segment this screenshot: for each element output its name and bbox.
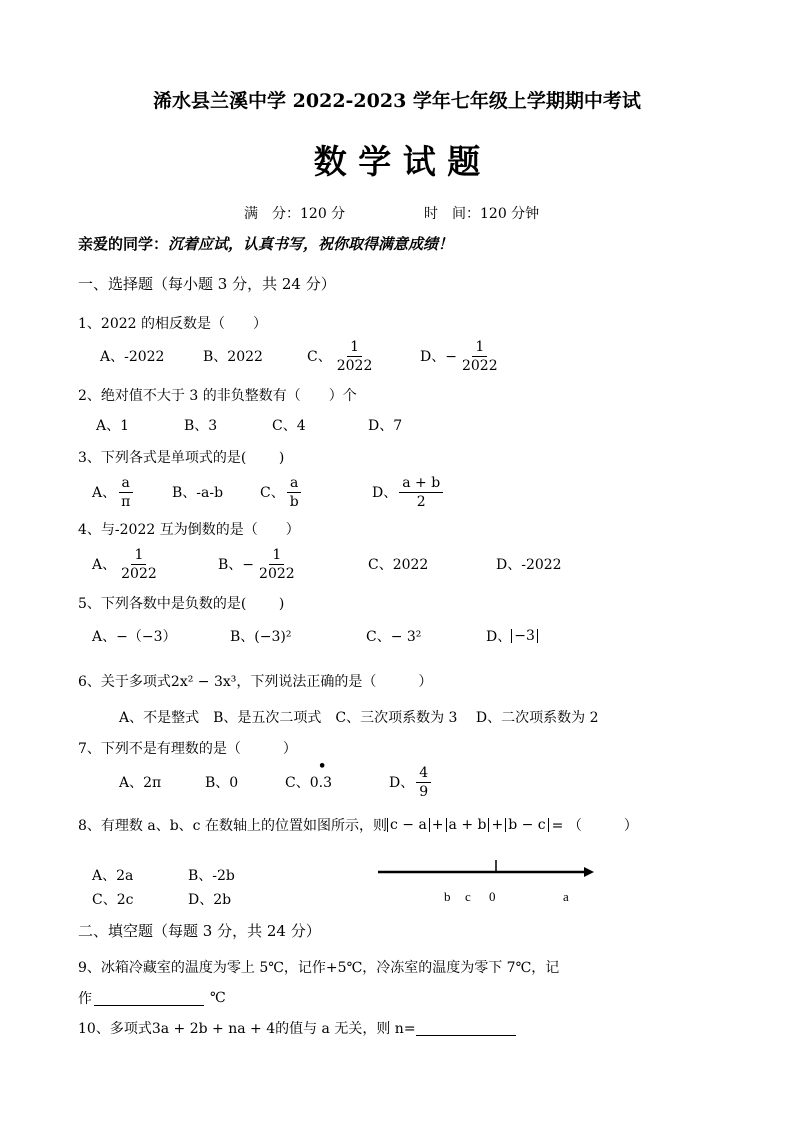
q5-option-c: C、− 3² — [366, 629, 422, 645]
page-title: 数 学 试 题 — [313, 142, 481, 181]
q8-stem-pre: 8、有理数 a、b、c 在数轴上的位置如图所示，则 — [78, 818, 387, 834]
q4-option-b-label: B、− — [218, 557, 255, 573]
greeting — [78, 233, 453, 254]
q3-option-c-fraction — [287, 476, 302, 509]
q1-option-d-label: D、− — [420, 349, 457, 365]
q1-option-b: B、2022 — [203, 349, 263, 365]
fraction-numerator: 1 — [131, 548, 146, 565]
q7-option-a: A、2π — [119, 775, 162, 791]
q7-stem: 7、下列不是有理数的是（ ） — [78, 741, 297, 757]
q1-stem: 1、2022 的相反数是（ ） — [78, 316, 267, 332]
q4-option-b — [218, 548, 368, 581]
q9-post: ℃ — [210, 990, 226, 1006]
fraction-numerator: a — [287, 476, 301, 493]
fraction-denominator: 2022 — [461, 357, 498, 374]
fraction-denominator: 2022 — [121, 565, 157, 582]
section-fill-title: 二、填空题（每题 3 分，共 24 分） — [78, 922, 321, 940]
q3-stem: 3、下列各式是单项式的是( ) — [78, 450, 285, 466]
q3-option-c-label: C、 — [260, 485, 285, 501]
q2-options — [96, 415, 402, 435]
q5-options — [92, 626, 538, 646]
q10-answer-blank[interactable] — [416, 1020, 516, 1036]
q4-stem: 4、与-2022 互为倒数的是（ ） — [78, 522, 300, 538]
q6-options: A、不是整式 B、是五次二项式 C、三次项系数为 3 D、二次项系数为 2 — [119, 710, 599, 726]
q3-option-a-label: A、 — [92, 485, 117, 501]
number-line — [370, 855, 600, 905]
q4-option-b-fraction — [256, 548, 298, 581]
q3-options — [92, 472, 445, 512]
q4-option-d: D、-2022 — [496, 557, 562, 573]
q5-stem: 5、下列各数中是负数的是( ) — [78, 596, 285, 612]
repeating-dot: • — [318, 759, 327, 774]
q1-option-d-fraction — [459, 340, 501, 373]
q3-option-a-fraction — [118, 476, 133, 509]
q3-option-b: B、-a-b — [172, 485, 224, 501]
q7-option-c-text: C、0.3 — [285, 775, 332, 791]
q7-option-d — [389, 766, 433, 799]
q1-option-a: A、-2022 — [100, 349, 165, 365]
number-line-arrow — [584, 867, 594, 877]
origin-label: 0 — [489, 889, 496, 904]
q2-option-d: D、7 — [368, 418, 403, 434]
q7-option-d-fraction — [416, 766, 431, 799]
q3-option-d-fraction — [399, 476, 443, 509]
fraction-denominator: 2022 — [259, 565, 295, 582]
point-c-label: c — [465, 889, 471, 904]
q7-option-c — [285, 759, 389, 792]
q9-pre: 作 — [78, 991, 92, 1007]
score-info: 满 分：120 分 — [244, 206, 346, 222]
q7-option-b: B、0 — [205, 775, 239, 791]
q2-stem: 2、绝对值不大于 3 的非负整数有（ ）个 — [78, 388, 357, 404]
abs-c-minus-a: c − a — [387, 818, 430, 833]
q8-stem — [78, 815, 638, 835]
fraction-denominator: 2022 — [336, 357, 373, 374]
q3-option-a — [92, 476, 172, 509]
section-choice-title: 一、选择题（每小题 3 分，共 24 分） — [78, 275, 336, 293]
point-a-label: a — [563, 889, 569, 904]
school-title: 浠水县兰溪中学 2022-2023 学年七年级上学期期中考试 — [153, 90, 641, 112]
q1-option-c-fraction — [334, 340, 376, 373]
q8-option-c: C、2c — [92, 892, 134, 908]
q8-option-a: A、2a — [92, 868, 134, 884]
time-info: 时 间：120 分钟 — [424, 206, 540, 222]
greeting-label: 亲爱的同学： — [78, 235, 169, 253]
q7-option-d-label: D、 — [389, 775, 415, 791]
abs-b-minus-c: b − c — [505, 818, 548, 833]
q7-options — [119, 759, 433, 802]
q9-answer-blank[interactable] — [94, 990, 204, 1006]
q8-option-b: B、-2b — [188, 868, 235, 884]
fraction-numerator: a + b — [399, 476, 443, 493]
q4-option-a-fraction — [118, 548, 160, 581]
q1-option-c — [307, 340, 420, 373]
fraction-numerator: 4 — [416, 766, 431, 783]
q5-option-b: B、(−3)² — [230, 629, 292, 645]
q4-option-a — [92, 548, 218, 581]
plus-sign: + — [431, 817, 444, 833]
abs-a-plus-b: a + b — [446, 818, 490, 833]
q3-option-d — [372, 476, 445, 509]
fraction-denominator: 9 — [419, 783, 429, 800]
q8-stem-post: = （ ） — [551, 818, 638, 834]
q5-option-a: A、−（−3） — [92, 629, 177, 645]
q10-line — [78, 1018, 516, 1038]
q4-option-a-label: A、 — [92, 557, 117, 573]
q9-line1: 9、冰箱冷藏室的温度为零上 5℃，记作+5℃，冷冻室的温度为零下 7℃，记 — [78, 960, 560, 976]
q8-option-d: D、2b — [188, 892, 232, 908]
q3-option-d-label: D、 — [372, 485, 398, 501]
fraction-denominator: b — [289, 493, 299, 510]
q2-option-c: C、4 — [272, 418, 306, 434]
fraction-numerator: 1 — [472, 340, 487, 357]
fraction-numerator: a — [119, 476, 133, 493]
fraction-denominator: π — [121, 493, 131, 510]
absolute-value: −3 — [511, 629, 538, 644]
q10-pre: 10、多项式3a + 2b + na + 4的值与 a 无关，则 n= — [78, 1021, 416, 1037]
q5-option-d — [486, 626, 538, 646]
fraction-numerator: 1 — [269, 548, 284, 565]
q9-line2 — [78, 988, 226, 1008]
q1-option-d — [420, 340, 503, 373]
fraction-denominator: 2 — [416, 493, 426, 510]
q2-option-a: A、1 — [96, 418, 130, 434]
q1-option-c-label: C、 — [307, 349, 332, 365]
plus-sign: + — [491, 817, 504, 833]
greeting-text: 沉着应试，认真书写，祝你取得满意成绩！ — [168, 235, 454, 253]
q1-options — [100, 336, 503, 376]
fraction-numerator: 1 — [347, 340, 362, 357]
q4-options — [92, 544, 562, 584]
q2-option-b: B、3 — [184, 418, 218, 434]
q3-option-c — [260, 476, 372, 509]
point-b-label: b — [444, 889, 451, 904]
q5-option-d-label: D、 — [486, 629, 512, 645]
q6-stem: 6、关于多项式2x² − 3x³，下列说法正确的是（ ） — [78, 674, 433, 690]
q4-option-c: C、2022 — [368, 557, 429, 573]
